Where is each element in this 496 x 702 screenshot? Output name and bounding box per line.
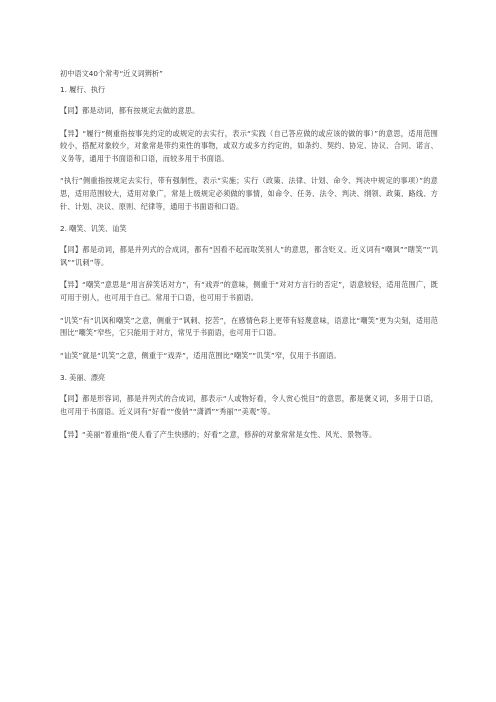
- section-2: [60, 223, 438, 362]
- section-1: [60, 84, 438, 213]
- paragraph: 【同】都是形容词，都是并列式的合成词，都表示“人或物好看，令人赏心悦目”的意思，都是褒义词，多用于口语，也可用于书面语。近义词有“好看”“俊俏”“潇洒”“秀丽”“美观”等。: [60, 394, 438, 416]
- paragraph: “执行”侧重指按规定去实行，带有强制性，表示“实施；实行（政策、法律、计划、命令、判决中规定的事项）”的意思，适用范围较大，适用对象广，常是上级规定必须做的事情，如命令、任务、法令、判决、纲领、政策、路线、方针、计划、决议、原则、纪律等，通用于书面语和口语。: [60, 176, 438, 211]
- section-heading: 1. 履行、执行: [60, 85, 106, 94]
- paragraph: 【异】“嘲笑”意思是“用言辞笑话对方”，有“戏弄”的意味，侧重于“对对方言行的否定”，语意较轻，适用范围广，既可用于别人，也可用于自己。常用于口语，也可用于书面语。: [60, 280, 438, 302]
- section-heading: 2. 嘲笑、讥笑、讪笑: [60, 224, 127, 234]
- paragraph: 【异】“履行”侧重指按事先约定的或规定的去实行，表示“实践（自己答应做的或应该的做的事）”的意思，适用范围较小，搭配对象较少，对象常是带约束性的事物，或双方或多方约定的，如条约、契约、协定、协议、合同、诺言、义务等，通用于书面语和口语，而较多用于书面语。: [60, 128, 438, 163]
- section-3: [60, 372, 438, 441]
- section-heading: 3. 美丽、漂亮: [60, 373, 106, 383]
- document-title: 初中语文40个常考“近义词辨析”: [60, 69, 163, 78]
- paragraph: “讪笑”就是“讥笑”之意，侧重于“戏弄”，适用范围比“嘲笑”“讥笑”窄，仅用于书面语。: [60, 350, 341, 360]
- paragraph: 【同】都是动词，都是并列式的合成词，都有“因看不起而取笑别人”的意思，都含贬义。近义词有“嘲讽”“瞎笑”“讥讽”“讥刺”等。: [60, 245, 438, 267]
- paragraph: “讥笑”有“讥讽和嘲笑”之意，侧重于“讽刺、挖苦”，在感情色彩上更带有轻蔑意味，语意比“嘲笑”更为尖刻，适用范围比“嘲笑”窄些，它只能用于对方，常见于书面语，也可用于口语。: [60, 315, 438, 338]
- paragraph: 【同】都是动词，都有按规定去做的意思。: [60, 106, 200, 115]
- paragraph: 【异】“美丽”着重指“使人看了产生快感的；好看”之意，修辞的对象常常是女性、风光、景物等。: [60, 429, 377, 439]
